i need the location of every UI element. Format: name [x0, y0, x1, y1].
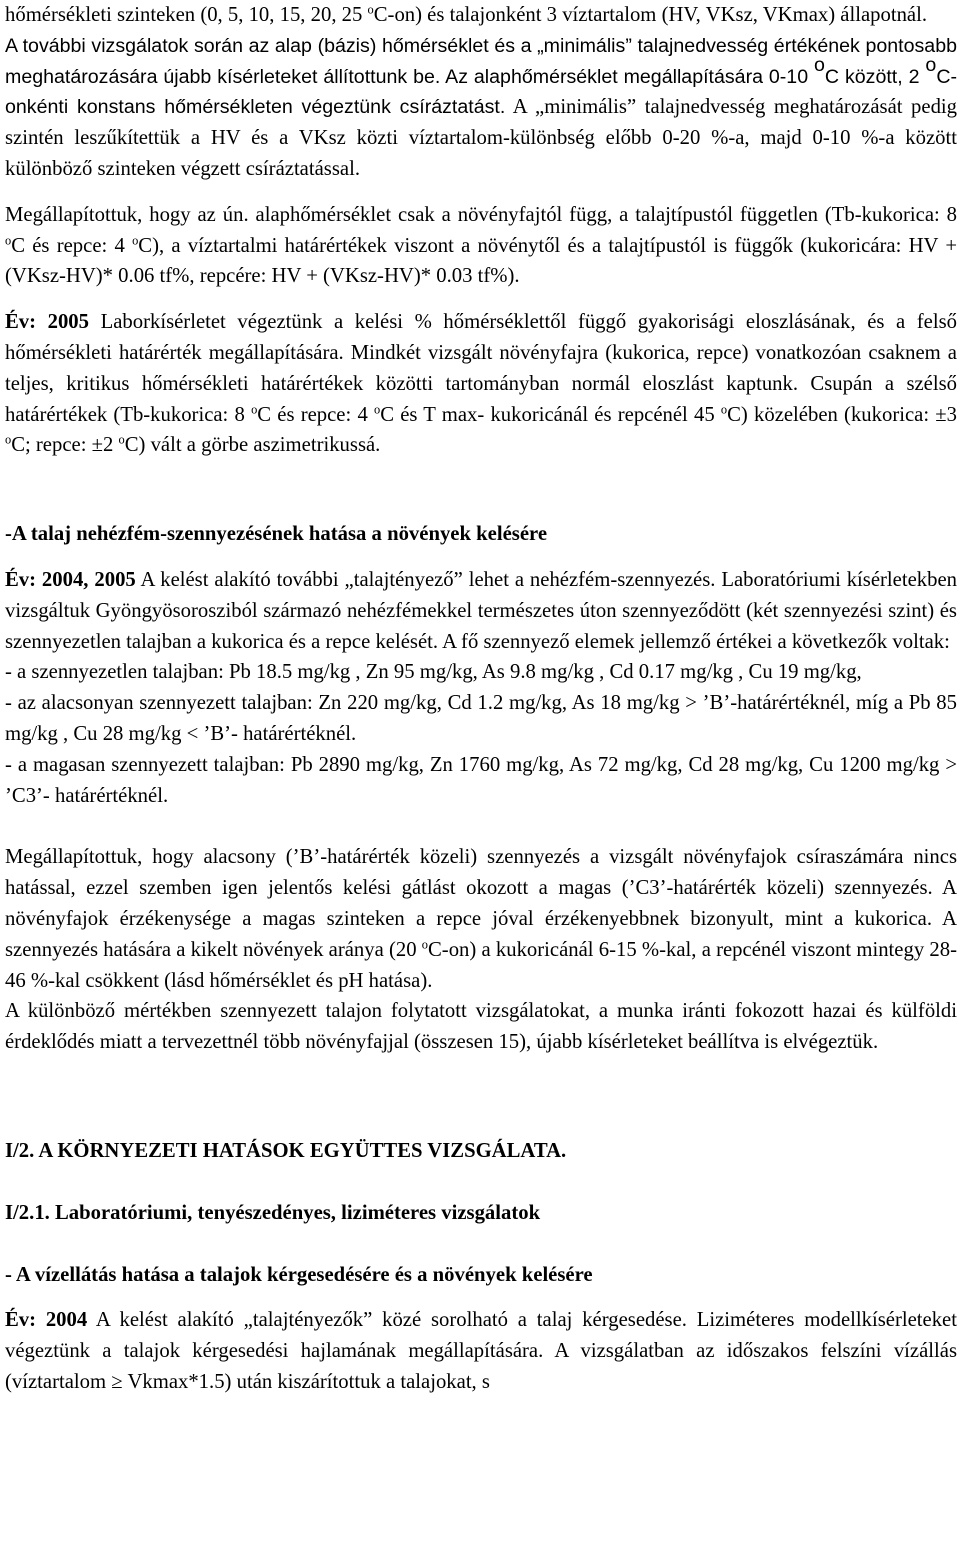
text-run: C-on) a kukoricánál 6-15 %-kal, a repcénél viszont mintegy 28-46 %-kal csökkent (lásd hőmérséklet és pH hatása).: [5, 938, 957, 992]
geq-symbol: ≥: [111, 1370, 123, 1393]
section-heading-heavy-metal: -A talaj nehézfém-szennyezésének hatása a növények kelésére: [5, 523, 547, 546]
text-run: hőmérsékleti szinteken (0, 5, 10, 15, 20, 25: [5, 4, 368, 26]
text-run: Laborkísérletet végeztünk a kelési % hőmérséklettől függő gyakorisági eloszlásának, és a felső hőmérsékleti határérték megállapítására. Mindkét vizsgált növényfajra (kukorica, repce) vonatkozóan csaknem a teljes, kritikus hőmérsékleti határértékek közötti tartományban normál eloszlást kaptunk. Csupán a szélső határértékek (Tb-kukorica: 8: [5, 311, 958, 426]
text-run: C) közelében (kukorica: ±3: [727, 403, 957, 426]
text-run: A „minimális” talajnedvesség meghatározását pedig szintén leszűkítettük a HV és a VKsz közti víztartalom-különbség előbb 0-20 %-a, majd 0-10 %-a között különböző szinteken végzett csíráztatással.: [5, 96, 958, 180]
text-run: C), a víztartalmi határértékek viszont a növénytől és a talajtípustól is függők (kukoricára: HV + (VKsz-HV)* 0.06 tf%, repcére: HV + (VKsz-HV)* 0.03 tf%).: [5, 234, 957, 288]
degree-mark: o: [251, 401, 258, 416]
list-item-high-polluted: - a magasan szennyezett talajban: Pb 2890 mg/kg, Zn 1760 mg/kg, As 72 mg/kg, Cd 28 mg/kg, Cu 1200 mg/kg > ’C3’- határértéknél.: [5, 753, 957, 807]
degree-mark: o: [132, 232, 139, 247]
text-run: Megállapítottuk, hogy alacsony (’B’-határérték közeli) szennyezés a vizsgált növényfajok csíraszámára nincs hatással, ezzel szemben igen jelentős kelési gátlást okozott a magas (’C3’-határérték közeli) szennyezés. A növényfajok érzékenysége a magas szinteken a repce jóval érzékenyebbnek bizonyult, mint a kukorica. A szennyezés hatására a kikelt növények aránya (20: [5, 846, 957, 961]
paragraph-year-2005: [5, 307, 957, 461]
degree-mark: o: [118, 432, 125, 447]
text-run: Vkmax*1.5) után kiszárítottuk a talajokat, s: [122, 1370, 490, 1393]
text-run: C között, 2: [824, 65, 926, 88]
chapter-heading-i2: I/2. A KÖRNYEZETI HATÁSOK EGYÜTTES VIZSGÁLATA.: [5, 1139, 567, 1162]
degree-mark: o: [925, 53, 937, 76]
year-label: Év: 2004: [5, 1309, 88, 1332]
text-run: C-on) és talajonként 3 víztartalom (HV, VKsz, VKmax) állapotnál.: [373, 4, 928, 26]
text-run: A kelést alakító további „talajtényező” lehet a nehézfém-szennyezés. Laboratóriumi kísérletekben vizsgáltuk Gyöngyösorosziból származó nehézfémekkel természetes úton szennyeződött (két szennyezési szint) és szennyezetlen talajban a kukorica és a repce kelését. A fő szennyező elemek jellemző értékei a következők voltak:: [5, 568, 958, 653]
degree-mark: o: [720, 401, 728, 416]
document-page: [5, 0, 957, 1398]
text-run: Az alaphőmérséklet megállapítására 0-10: [445, 65, 815, 88]
text-run: C; repce: ±2: [11, 434, 119, 457]
text-run: C és repce: 4: [257, 403, 374, 426]
list-item-unpolluted: - a szennyezetlen talajban: Pb 18.5 mg/kg , Zn 95 mg/kg, As 9.8 mg/kg , Cd 0.17 mg/kg , Cu 19 mg/kg,: [5, 661, 862, 684]
paragraph-temperature-levels: [5, 0, 957, 31]
year-label: Év: 2005: [5, 311, 89, 334]
paragraph-year-2004: [5, 1305, 957, 1397]
list-item-low-polluted: - az alacsonyan szennyezett talajban: Zn 220 mg/kg, Cd 1.2 mg/kg, As 18 mg/kg > ’B’-határértéknél, míg a Pb 85 mg/kg , Cu 28 mg/kg < ’B’- határértéknél.: [5, 692, 957, 745]
paragraph-base-temperature-finding: [5, 200, 957, 292]
paragraph-heavy-metal-intro: [5, 565, 957, 657]
paragraph-pollution-findings: [5, 842, 957, 996]
text-run: A kelést alakító „talajtényezők” közé sorolható a talaj kérgesedése. Liziméteres modellkísérleteket végeztünk a talajok kérgesedési hajlamának megállapítására. A vizsgálatban az időszakos felszíni vízállás (víztartalom: [5, 1309, 957, 1393]
year-label: Év: 2004, 2005: [5, 568, 136, 591]
degree-mark: o: [374, 401, 381, 416]
paragraph-further-experiments: [5, 31, 957, 185]
text-run: Megállapítottuk, hogy az ún. alaphőmérséklet csak a növényfajtól függ, a talajtípustól független (Tb-kukorica: 8: [5, 203, 957, 226]
degree-mark: o: [814, 53, 825, 76]
text-run: A további vizsgálatok során az alap (bázis) hőmérséklet és a „minimális” talajnedvesség értékének pontosabb meghatározására újabb kísérleteket állítottunk be.: [5, 34, 957, 88]
text-run: C és repce: 4: [11, 234, 133, 257]
subchapter-heading-i21: I/2.1. Laboratóriumi, tenyészedényes, liziméteres vizsgálatok: [5, 1201, 541, 1224]
paragraph-further-species: A különböző mértékben szennyezett talajon folytatott vizsgálatokat, a munka iránti fokozott hazai és külföldi érdeklődés miatt a tervezettnél több növényfajjal (összesen 15), újabb kísérleteket beállítva is elvégeztük.: [5, 1000, 957, 1054]
degree-mark: o: [5, 432, 12, 447]
text-run: C-onkénti konstans hőmérsékleten végeztünk csíráztatást.: [5, 65, 957, 119]
degree-mark: o: [5, 232, 12, 247]
degree-mark: o: [421, 937, 428, 952]
text-run: C és T max- kukoricánál és repcénél 45: [380, 403, 721, 426]
section-heading-water-supply: - A vízellátás hatása a talajok kérgesedésére és a növények kelésére: [5, 1263, 593, 1286]
text-run: C) vált a görbe aszimetrikussá.: [124, 434, 381, 457]
degree-mark: o: [367, 2, 374, 17]
